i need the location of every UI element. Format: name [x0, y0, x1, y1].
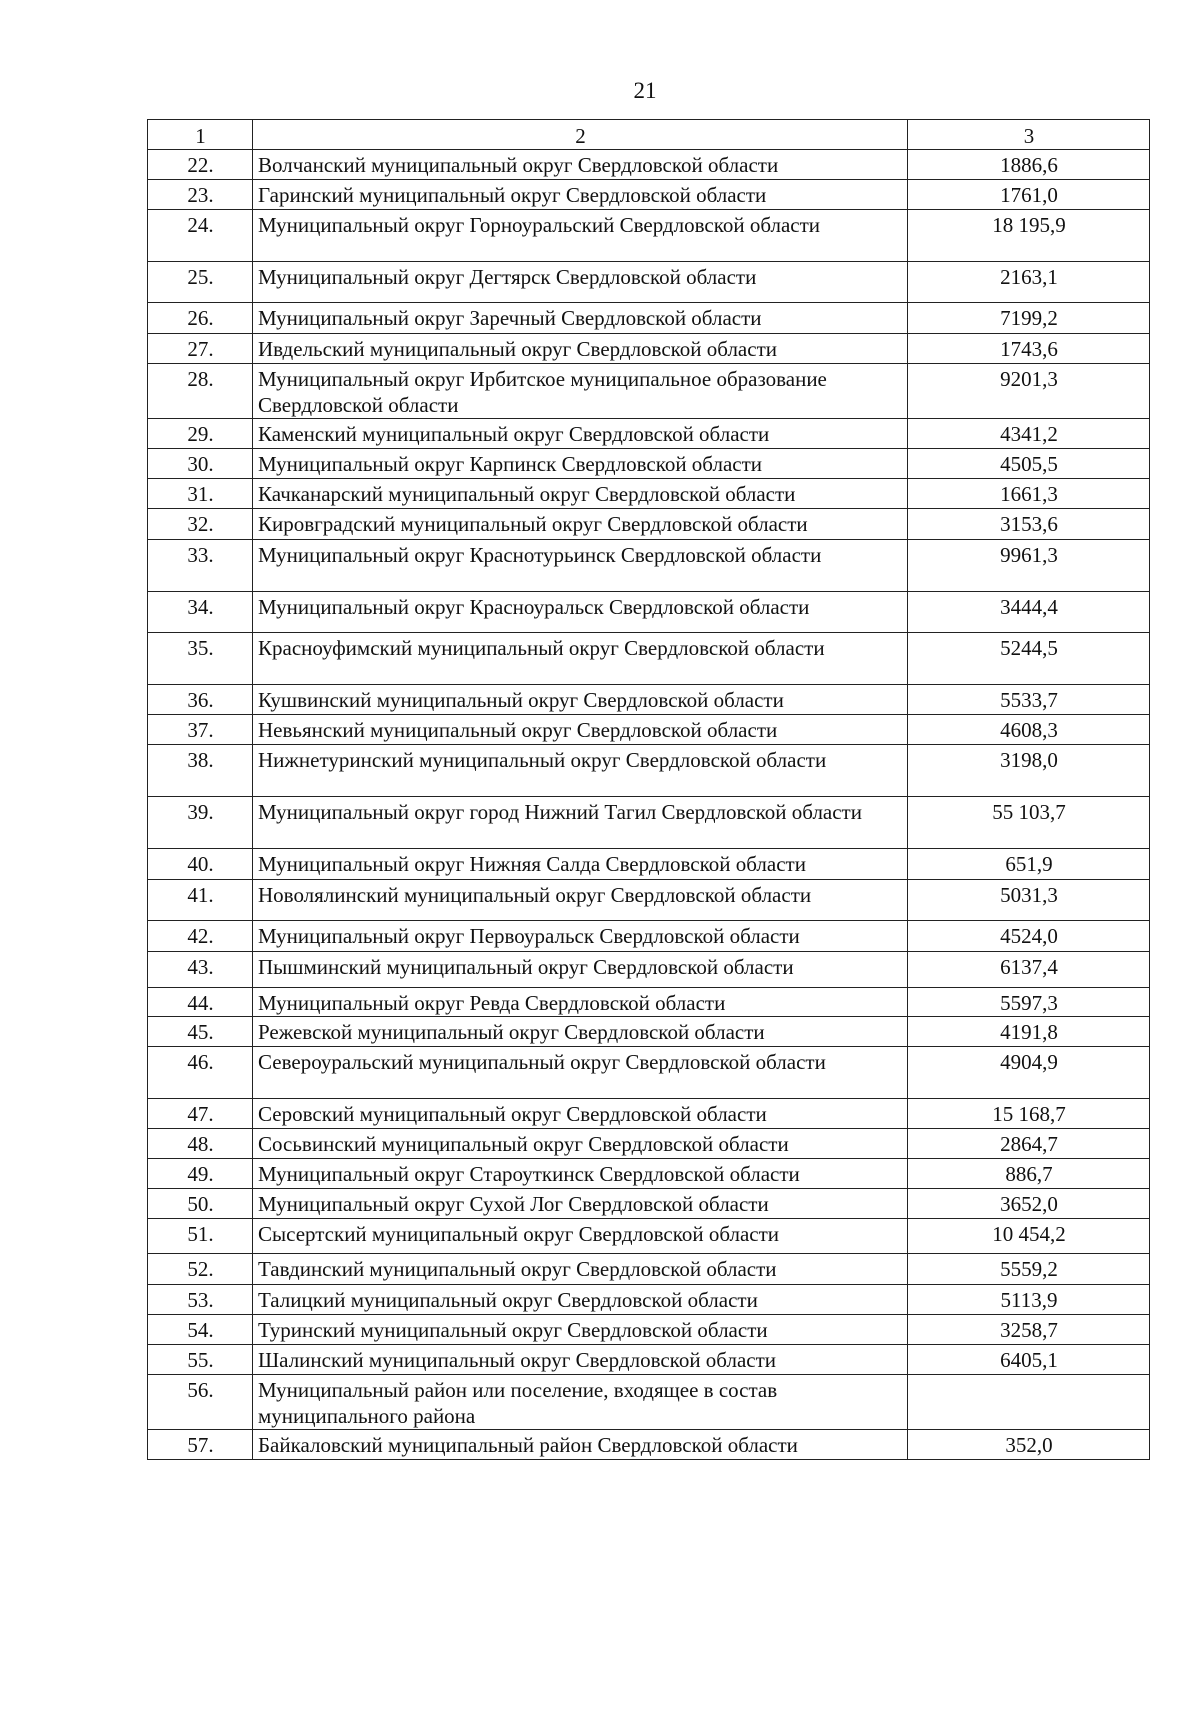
municipality-name: Муниципальный округ Староуткинск Свердловской области: [253, 1159, 908, 1189]
row-value: 5031,3: [908, 880, 1150, 921]
municipality-name: Муниципальный округ Дегтярск Свердловской области: [253, 262, 908, 303]
row-number: 53.: [148, 1285, 253, 1315]
row-value: 1886,6: [908, 150, 1150, 180]
row-number: 55.: [148, 1345, 253, 1375]
municipality-name: Туринский муниципальный округ Свердловской области: [253, 1315, 908, 1345]
municipality-name: Волчанский муниципальный округ Свердловской области: [253, 150, 908, 180]
municipality-name: Качканарский муниципальный округ Свердловской области: [253, 479, 908, 509]
row-value: 5244,5: [908, 633, 1150, 685]
row-value: 7199,2: [908, 303, 1150, 334]
municipality-name: Муниципальный округ Ирбитское муниципальное образование Свердловской области: [253, 364, 908, 419]
row-number: 30.: [148, 449, 253, 479]
municipality-name: Серовский муниципальный округ Свердловской области: [253, 1099, 908, 1129]
table-row: [148, 1189, 1150, 1219]
table-row: [148, 988, 1150, 1017]
municipality-name: Муниципальный округ Краснотурьинск Свердловской области: [253, 540, 908, 592]
row-value: 1661,3: [908, 479, 1150, 509]
row-number: 33.: [148, 540, 253, 592]
row-number: 49.: [148, 1159, 253, 1189]
municipality-name: Муниципальный округ Первоуральск Свердловской области: [253, 921, 908, 952]
row-value: 5533,7: [908, 685, 1150, 715]
table-header-row: [148, 120, 1150, 150]
row-value: 352,0: [908, 1430, 1150, 1460]
municipality-name: Муниципальный район или поселение, входящее в состав муниципального района: [253, 1375, 908, 1430]
row-number: 54.: [148, 1315, 253, 1345]
table-row: [148, 1285, 1150, 1315]
table-row: [148, 419, 1150, 449]
row-value: 5559,2: [908, 1254, 1150, 1285]
row-value: 3153,6: [908, 509, 1150, 540]
municipality-name: Пышминский муниципальный округ Свердловской области: [253, 952, 908, 988]
table-row: [148, 1219, 1150, 1254]
table-row: [148, 540, 1150, 592]
row-number: 42.: [148, 921, 253, 952]
table-row: [148, 921, 1150, 952]
row-number: 57.: [148, 1430, 253, 1460]
municipality-name: Невьянский муниципальный округ Свердловской области: [253, 715, 908, 745]
page-number: 21: [633, 78, 657, 103]
row-value: 6137,4: [908, 952, 1150, 988]
row-value: 2163,1: [908, 262, 1150, 303]
row-number: 48.: [148, 1129, 253, 1159]
municipality-name: Муниципальный округ город Нижний Тагил Свердловской области: [253, 797, 908, 849]
table-row: [148, 334, 1150, 364]
row-value: 9961,3: [908, 540, 1150, 592]
row-number: 36.: [148, 685, 253, 715]
municipality-name: Кировградский муниципальный округ Свердловской области: [253, 509, 908, 540]
table-row: [148, 880, 1150, 921]
row-value: 3444,4: [908, 592, 1150, 633]
row-value: 3198,0: [908, 745, 1150, 797]
row-number: 29.: [148, 419, 253, 449]
municipality-name: Талицкий муниципальный округ Свердловской области: [253, 1285, 908, 1315]
table-row: [148, 364, 1150, 419]
table-row: [148, 1099, 1150, 1129]
row-value: 1743,6: [908, 334, 1150, 364]
row-number: 50.: [148, 1189, 253, 1219]
column-header-1: 1: [148, 120, 253, 150]
row-value: 3258,7: [908, 1315, 1150, 1345]
table-row: [148, 1129, 1150, 1159]
row-value: 5113,9: [908, 1285, 1150, 1315]
municipality-name: Муниципальный округ Сухой Лог Свердловской области: [253, 1189, 908, 1219]
table-row: [148, 262, 1150, 303]
municipality-name: Байкаловский муниципальный район Свердловской области: [253, 1430, 908, 1460]
table-row: [148, 150, 1150, 180]
municipality-name: Муниципальный округ Нижняя Салда Свердловской области: [253, 849, 908, 880]
column-header-3: 3: [908, 120, 1150, 150]
municipality-name: Каменский муниципальный округ Свердловской области: [253, 419, 908, 449]
table-row: [148, 1254, 1150, 1285]
table-row: [148, 1017, 1150, 1047]
row-number: 45.: [148, 1017, 253, 1047]
row-value: 55 103,7: [908, 797, 1150, 849]
row-value: 4904,9: [908, 1047, 1150, 1099]
row-value: 886,7: [908, 1159, 1150, 1189]
municipality-name: Шалинский муниципальный округ Свердловской области: [253, 1345, 908, 1375]
table-row: [148, 685, 1150, 715]
table-row: [148, 210, 1150, 262]
row-number: 35.: [148, 633, 253, 685]
row-number: 22.: [148, 150, 253, 180]
row-value: 2864,7: [908, 1129, 1150, 1159]
row-number: 47.: [148, 1099, 253, 1129]
row-number: 43.: [148, 952, 253, 988]
municipality-name: Нижнетуринский муниципальный округ Свердловской области: [253, 745, 908, 797]
row-number: 24.: [148, 210, 253, 262]
row-number: 41.: [148, 880, 253, 921]
row-value: [908, 1375, 1150, 1430]
row-value: 3652,0: [908, 1189, 1150, 1219]
row-number: 38.: [148, 745, 253, 797]
table-row: [148, 592, 1150, 633]
row-value: 15 168,7: [908, 1099, 1150, 1129]
row-value: 5597,3: [908, 988, 1150, 1017]
table-body: [148, 120, 1150, 1460]
row-value: 10 454,2: [908, 1219, 1150, 1254]
column-header-2: 2: [253, 120, 908, 150]
table-row: [148, 633, 1150, 685]
table-row: [148, 1375, 1150, 1430]
row-number: 27.: [148, 334, 253, 364]
row-number: 39.: [148, 797, 253, 849]
row-number: 52.: [148, 1254, 253, 1285]
row-number: 46.: [148, 1047, 253, 1099]
table-row: [148, 797, 1150, 849]
municipality-name: Красноуфимский муниципальный округ Свердловской области: [253, 633, 908, 685]
row-value: 4341,2: [908, 419, 1150, 449]
row-value: 6405,1: [908, 1345, 1150, 1375]
row-number: 44.: [148, 988, 253, 1017]
row-number: 56.: [148, 1375, 253, 1430]
row-value: 651,9: [908, 849, 1150, 880]
municipality-name: Муниципальный округ Красноуральск Свердловской области: [253, 592, 908, 633]
municipality-name: Кушвинский муниципальный округ Свердловской области: [253, 685, 908, 715]
row-number: 26.: [148, 303, 253, 334]
table-row: [148, 449, 1150, 479]
table-row: [148, 509, 1150, 540]
row-number: 28.: [148, 364, 253, 419]
municipality-name: Муниципальный округ Горноуральский Свердловской области: [253, 210, 908, 262]
municipality-name: Муниципальный округ Ревда Свердловской области: [253, 988, 908, 1017]
municipality-name: Сосьвинский муниципальный округ Свердловской области: [253, 1129, 908, 1159]
row-number: 31.: [148, 479, 253, 509]
municipality-name: Новолялинский муниципальный округ Свердловской области: [253, 880, 908, 921]
data-table: [147, 119, 1150, 1460]
table-row: [148, 1159, 1150, 1189]
row-value: 9201,3: [908, 364, 1150, 419]
row-value: 4608,3: [908, 715, 1150, 745]
table-row: [148, 745, 1150, 797]
table-row: [148, 1345, 1150, 1375]
row-value: 18 195,9: [908, 210, 1150, 262]
municipality-name: Муниципальный округ Карпинск Свердловской области: [253, 449, 908, 479]
table-row: [148, 479, 1150, 509]
table-row: [148, 952, 1150, 988]
table-row: [148, 849, 1150, 880]
table-row: [148, 303, 1150, 334]
municipality-name: Режевской муниципальный округ Свердловской области: [253, 1017, 908, 1047]
table-row: [148, 1047, 1150, 1099]
row-number: 23.: [148, 180, 253, 210]
row-number: 32.: [148, 509, 253, 540]
row-number: 25.: [148, 262, 253, 303]
municipality-name: Сысертский муниципальный округ Свердловской области: [253, 1219, 908, 1254]
row-number: 37.: [148, 715, 253, 745]
municipality-name: Тавдинский муниципальный округ Свердловской области: [253, 1254, 908, 1285]
table-row: [148, 180, 1150, 210]
municipality-name: Ивдельский муниципальный округ Свердловской области: [253, 334, 908, 364]
table-row: [148, 1315, 1150, 1345]
table-row: [148, 715, 1150, 745]
municipality-name: Муниципальный округ Заречный Свердловской области: [253, 303, 908, 334]
row-number: 51.: [148, 1219, 253, 1254]
table-row: [148, 1430, 1150, 1460]
municipality-name: Североуральский муниципальный округ Свердловской области: [253, 1047, 908, 1099]
row-value: 4505,5: [908, 449, 1150, 479]
row-number: 34.: [148, 592, 253, 633]
row-value: 4524,0: [908, 921, 1150, 952]
row-value: 4191,8: [908, 1017, 1150, 1047]
row-value: 1761,0: [908, 180, 1150, 210]
row-number: 40.: [148, 849, 253, 880]
municipality-name: Гаринский муниципальный округ Свердловской области: [253, 180, 908, 210]
